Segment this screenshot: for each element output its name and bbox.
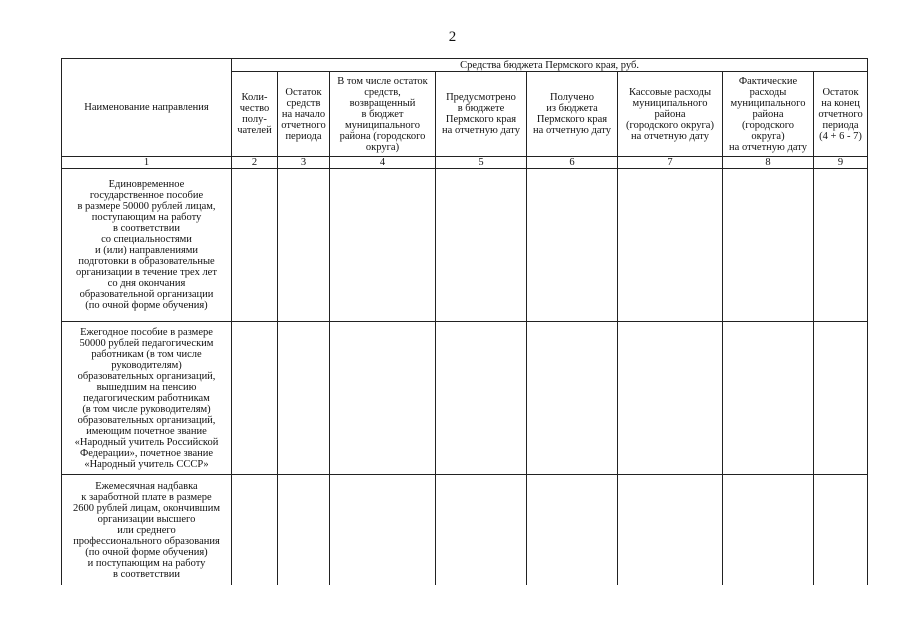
- column-number: 9: [814, 157, 868, 169]
- table-cell: [618, 322, 723, 475]
- column-number: 3: [278, 157, 330, 169]
- row-name-annual-allowance: Ежегодное пособие в размере 50000 рублей педагогическим работникам (в том числе руководителям) образовательных организаций, вышедшим на пенсию педагогическим работникам (в том числе руководителям) образовательных организаций, имеющим почетное звание «Народный учитель Российской Федерации», почетное звание «Народный учитель СССР»: [62, 322, 232, 475]
- table-cell: [723, 169, 814, 322]
- table-cell: [618, 169, 723, 322]
- table-cell: [814, 322, 868, 475]
- table-row: [62, 322, 868, 475]
- table-cell: [723, 322, 814, 475]
- table-cell: [723, 475, 814, 586]
- row-name-monthly-bonus: Ежемесячная надбавка к заработной плате в размере 2600 рублей лицам, окончившим организации высшего или среднего профессионального образования (по очной форме обучения) и поступающим на работу в соответствии: [62, 475, 232, 586]
- column-header-actual-expenses: Фактические расходы муниципального района (городского округа) на отчетную дату: [723, 72, 814, 157]
- table-cell: [618, 475, 723, 586]
- budget-report-table: [61, 58, 868, 585]
- table-cell: [330, 475, 436, 586]
- table-row: [62, 475, 868, 586]
- name-column-header: Наименование направления: [62, 59, 232, 157]
- column-number: 4: [330, 157, 436, 169]
- table-cell: [330, 169, 436, 322]
- table-cell: [436, 169, 527, 322]
- column-header-returned-balance: В том числе остаток средств, возвращенный в бюджет муниципального района (городского округа): [330, 72, 436, 157]
- column-header-received: Получено из бюджета Пермского края на отчетную дату: [527, 72, 618, 157]
- table-cell: [527, 322, 618, 475]
- table-cell: [232, 169, 278, 322]
- table-cell: [814, 169, 868, 322]
- row-name-lump-sum-allowance: Единовременное государственное пособие в размере 50000 рублей лицам, поступающим на работу в соответствии со специальностями и (или) направлениями подготовки в образовательные организации в течение трех лет со дня окончания образовательной организации (по очной форме обучения): [62, 169, 232, 322]
- table-cell: [278, 169, 330, 322]
- table-cell: [278, 322, 330, 475]
- column-numbers-row: [62, 157, 868, 169]
- table-cell: [436, 322, 527, 475]
- table-row: [62, 169, 868, 322]
- table-cell: [232, 322, 278, 475]
- column-number: 7: [618, 157, 723, 169]
- table-cell: [436, 475, 527, 586]
- table-cell: [278, 475, 330, 586]
- column-number: 5: [436, 157, 527, 169]
- table-cell: [232, 475, 278, 586]
- budget-group-header: Средства бюджета Пермского края, руб.: [232, 59, 868, 72]
- column-number: 6: [527, 157, 618, 169]
- column-header-opening-balance: Остаток средств на начало отчетного периода: [278, 72, 330, 157]
- page-number: 2: [448, 29, 457, 45]
- table-cell: [814, 475, 868, 586]
- column-header-recipients: Коли- чество полу- чателей: [232, 72, 278, 157]
- column-header-budgeted: Предусмотрено в бюджете Пермского края на отчетную дату: [436, 72, 527, 157]
- table-cell: [527, 475, 618, 586]
- table-cell: [527, 169, 618, 322]
- table-cell: [330, 322, 436, 475]
- column-number: 1: [62, 157, 232, 169]
- column-number: 2: [232, 157, 278, 169]
- column-number: 8: [723, 157, 814, 169]
- column-header-cash-expenses: Кассовые расходы муниципального района (городского округа) на отчетную дату: [618, 72, 723, 157]
- column-header-closing-balance: Остаток на конец отчетного периода (4 + 6 - 7): [814, 72, 868, 157]
